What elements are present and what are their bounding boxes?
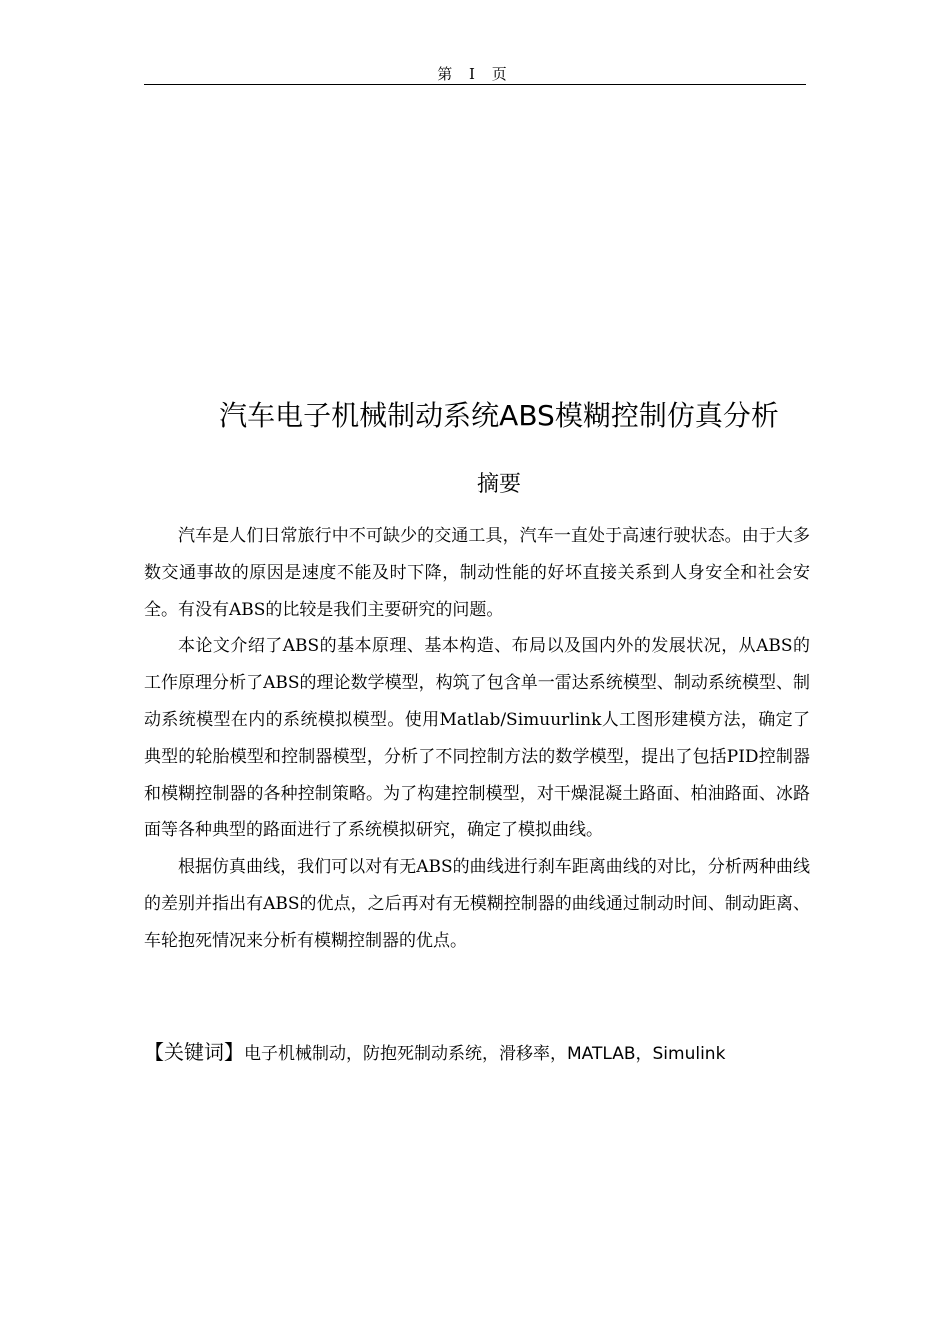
abstract-heading: 摘要 — [476, 472, 521, 497]
abstract-paragraph-1: 汽车是人们日常旅行中不可缺少的交通工具，汽车一直处于高速行驶状态。由于大多数交通事故的原因是速度不能及时下降，制动性能的好坏直接关系到人身安全和社会安全。有没有ABS的比较是我们主要研究的问题。 — [144, 526, 810, 620]
abstract-paragraph-2: 本论文介绍了ABS的基本原理、基本构造、布局以及国内外的发展状况，从ABS的工作原理分析了ABS的理论数学模型，构筑了包含单一雷达系统模型、制动系统模型、制动系统模型在内的系统模拟模型。使用Matlab/Simuurlink人工图形建模方法，确定了典型的轮胎模型和控制器模型，分析了不同控制方法的数学模型，提出了包括PID控制器和模糊控制器的各种控制策略。为了构建控制模型，对干燥混凝土路面、柏油路面、冰路面等各种典型的路面进行了系统模拟研究，确定了模拟曲线。 — [144, 636, 810, 841]
abstract-paragraph-3: 根据仿真曲线，我们可以对有无ABS的曲线进行刹车距离曲线的对比，分析两种曲线的差别并指出有ABS的优点，之后再对有无模糊控制器的曲线通过制动时间、制动距离、车轮抱死情况来分析有模糊控制器的优点。 — [144, 857, 810, 951]
keywords-label: 【关键词】 — [144, 1040, 244, 1064]
thesis-title: 汽车电子机械制动系统ABS模糊控制仿真分析 — [219, 399, 779, 432]
page-number-header: 第 I 页 — [437, 65, 513, 83]
keywords-text: 电子机械制动，防抱死制动系统，滑移率， — [244, 1044, 567, 1064]
header-rule — [144, 84, 806, 85]
keywords-line — [144, 1034, 824, 1072]
abstract-body — [144, 518, 810, 960]
keywords-latin: MATLAB，Simulink — [567, 1044, 726, 1064]
